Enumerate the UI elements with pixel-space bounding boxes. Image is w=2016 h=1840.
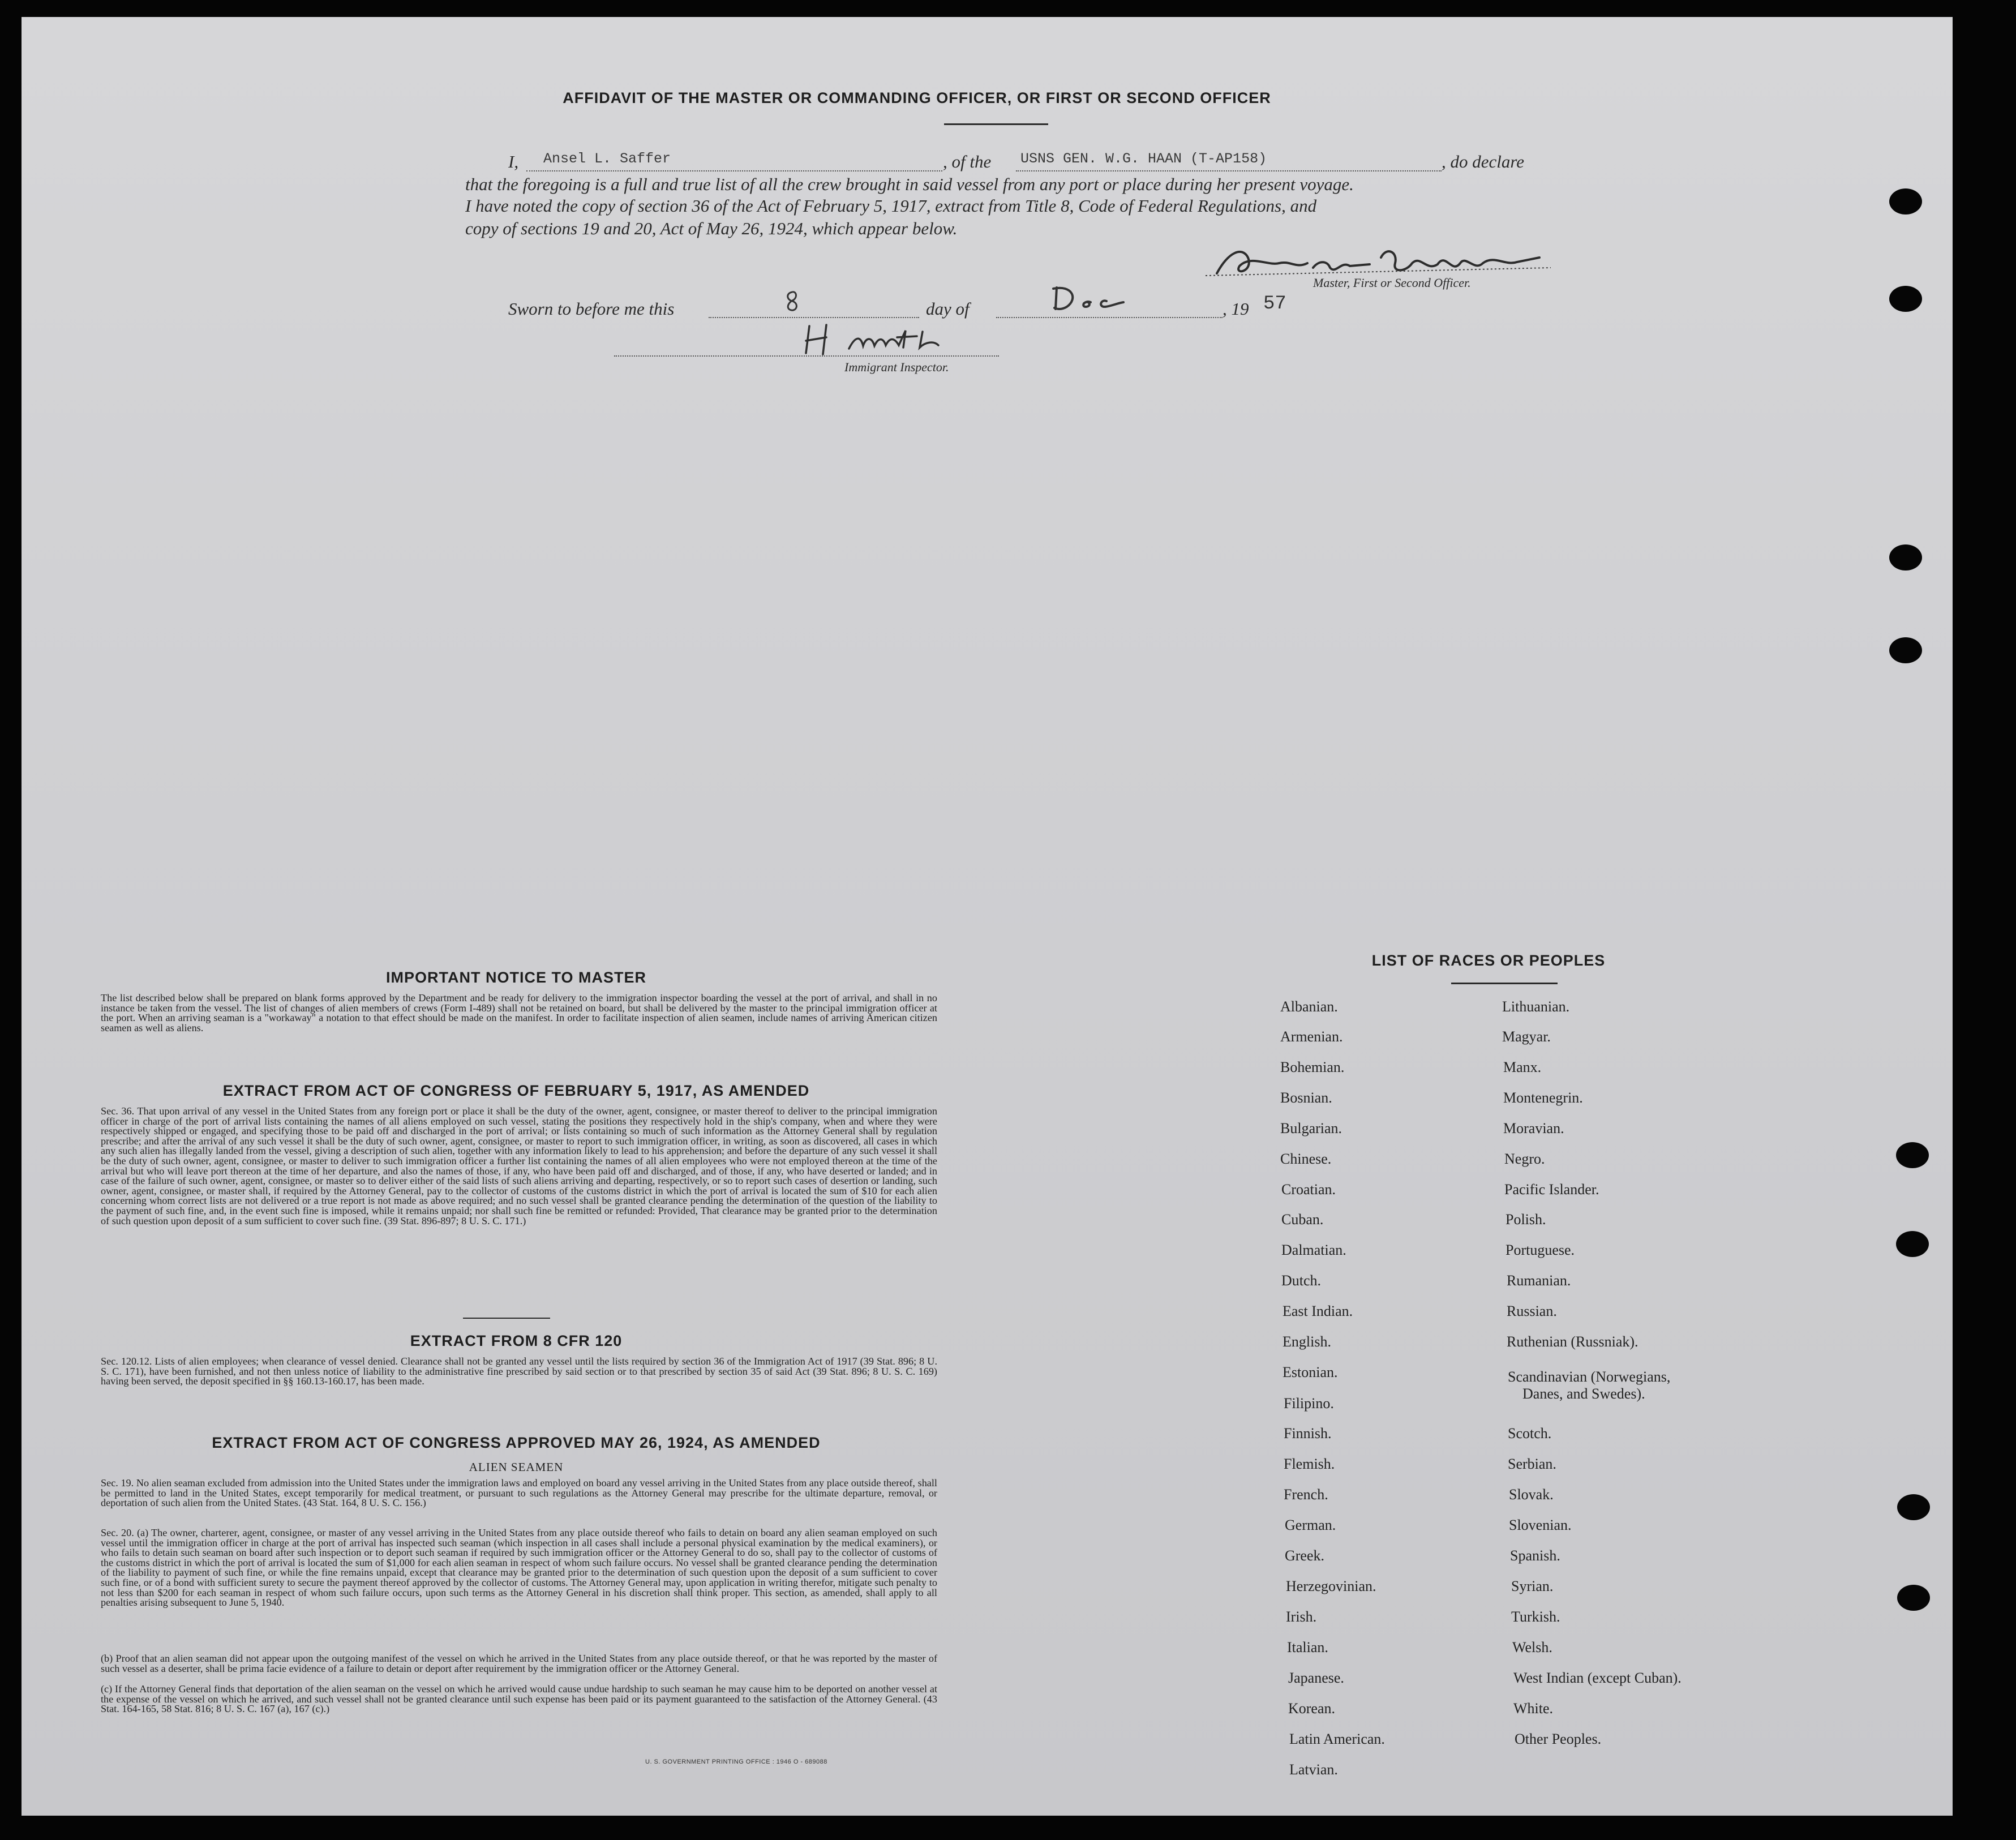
race-item: Albanian. <box>1280 998 1338 1015</box>
race-item: Latin American. <box>1289 1731 1385 1747</box>
race-item: Estonian. <box>1282 1364 1338 1380</box>
binder-hole <box>1889 637 1922 663</box>
race-item: Syrian. <box>1511 1578 1554 1594</box>
races-title: LIST OF RACES OR PEOPLES <box>1371 952 1606 969</box>
extract-1924-title: EXTRACT FROM ACT OF CONGRESS APPROVED MAY 26, 1924, AS AMENDED <box>212 1434 821 1451</box>
race-item: Scandinavian (Norwegians, <box>1508 1369 1671 1385</box>
sworn-month-handwritten <box>1050 282 1129 316</box>
race-item: Portuguese. <box>1505 1242 1575 1258</box>
race-item: Pacific Islander. <box>1504 1181 1599 1198</box>
binder-hole <box>1897 1494 1930 1520</box>
race-item: West Indian (except Cuban). <box>1513 1670 1682 1686</box>
race-item: Moravian. <box>1503 1120 1564 1136</box>
race-item: Bohemian. <box>1280 1059 1345 1075</box>
sworn-month-line <box>996 317 1223 318</box>
race-item: Slovenian. <box>1509 1517 1572 1533</box>
do-declare-label: , do declare <box>1442 152 1525 171</box>
notice-text: The list described below shall be prepared on blank forms approved by the Department and be ready for delivery to the immigration inspector boarding the vessel at the port of arrival, and shall in no instance be taken from the vessel. The list of changes of alien members of crews (Form I-489) shall not be retained on board, but shall be delivered by the master to the principal immigration officer at the port. When an arriving seaman is a "workaway" a notation to that effect should be made on the manifest. In order to facilitate inspection of alien seamen, include names of arriving American citizen seamen as well as aliens. <box>101 992 937 1033</box>
race-item: Lithuanian. <box>1502 998 1570 1015</box>
race-item: Bosnian. <box>1280 1090 1332 1106</box>
race-item: Welsh. <box>1512 1639 1552 1655</box>
race-item: Flemish. <box>1284 1456 1335 1472</box>
extract-1924-sec20c: (c) If the Attorney General finds that deportation of the alien seaman on the vessel on which he arrived would cause undue hardship to such seaman he may cause him to be deported on another vessel at the expense of the vessel on which he arrived, and such vessel shall not be granted clearance until such expense has been paid or its payment guaranteed to the satisfaction of the Attorney General. (43 Stat. 164-165, 58 Stat. 816; 8 U. S. C. 167 (a), 167 (c).) <box>101 1683 937 1715</box>
race-item: Irish. <box>1286 1609 1317 1625</box>
extract-1924-sec19: Sec. 19. No alien seaman excluded from admission into the United States under the immigration laws and employed on board any vessel arriving in the United States from any place outside thereof, shall be permitted to land in the United States, except temporarily for medical treatment, or pursuant to such regulations as the Attorney General may prescribe for the ultimate departure, removal, or deportation of such alien from the United States. (43 Stat. 164, 8 U. S. C. 156.) <box>101 1477 937 1509</box>
race-item: Bulgarian. <box>1280 1120 1342 1136</box>
race-item: Ruthenian (Russniak). <box>1507 1333 1638 1350</box>
extract-1924-sec20b: (b) Proof that an alien seaman did not appear upon the outgoing manifest of the vessel on which he arrived in the United States from any place outside thereof, or that he was reported by the master of such vessel as a deserter, shall be prima facie evidence of a failure to detain or deport after requirement by the immigration officer or the Attorney General. <box>101 1653 937 1674</box>
inspector-line <box>614 355 999 357</box>
year-suffix: 57 <box>1263 293 1286 315</box>
race-item: Rumanian. <box>1507 1272 1571 1289</box>
extract-1917-title: EXTRACT FROM ACT OF CONGRESS OF FEBRUARY 5, 1917, AS AMENDED <box>222 1082 810 1099</box>
race-item: Filipino. <box>1284 1395 1334 1412</box>
race-item: Manx. <box>1503 1059 1542 1075</box>
affidavit-title: AFFIDAVIT OF THE MASTER OR COMMANDING OFFICER, OR FIRST OR SECOND OFFICER <box>563 89 1271 106</box>
extract-1924-subtitle: ALIEN SEAMEN <box>469 1460 564 1474</box>
binder-hole <box>1889 544 1922 571</box>
sworn-day-handwritten <box>781 288 804 316</box>
race-item: White. <box>1513 1700 1554 1717</box>
printer-imprint: U. S. GOVERNMENT PRINTING OFFICE : 1946 O - 689088 <box>645 1758 827 1765</box>
inspector-caption: Immigrant Inspector. <box>844 360 949 374</box>
race-item: Latvian. <box>1289 1761 1338 1778</box>
title-rule <box>944 123 1048 125</box>
notice-title: IMPORTANT NOTICE TO MASTER <box>386 969 646 986</box>
sworn-prefix: Sworn to before me this <box>508 299 675 319</box>
race-item: Serbian. <box>1508 1456 1556 1472</box>
officer-name-line <box>526 170 942 171</box>
race-item: Greek. <box>1285 1547 1325 1564</box>
of-the-label: , of the <box>943 152 992 171</box>
sworn-day-line <box>709 317 919 318</box>
day-of-label: day of <box>926 299 970 319</box>
race-item: Negro. <box>1504 1151 1545 1167</box>
section-rule <box>463 1318 550 1319</box>
race-item: Slovak. <box>1509 1486 1554 1503</box>
binder-hole <box>1897 1585 1930 1611</box>
race-item: Croatian. <box>1281 1181 1336 1198</box>
affidavit-line3: I have noted the copy of section 36 of the Act of February 5, 1917, extract from Title 8, Code of Federal Regulations, and <box>465 196 1317 216</box>
extract-cfr-title: EXTRACT FROM 8 CFR 120 <box>410 1332 623 1349</box>
extract-cfr-text: Sec. 120.12. Lists of alien employees; when clearance of vessel denied. Clearance shall not be granted any vessel until the lists required by section 36 of the Immigration Act of 1917 (39 Stat. 896; 8 U. S. C. 171), have been furnished, and not then unless notice of liability to the administrative fine prescribed by said section or to that prescribed by section 35 of said Act (39 Stat. 896; 8 U. S. C. 169) having been served, the deposit specified in §§ 160.13-160.17, has been made. <box>101 1356 937 1387</box>
affidavit-line4: copy of sections 19 and 20, Act of May 26, 1924, which appear below. <box>465 218 958 238</box>
race-item: Herzegovinian. <box>1286 1578 1376 1594</box>
race-item: English. <box>1282 1333 1331 1350</box>
race-item: Danes, and Swedes). <box>1522 1386 1645 1402</box>
race-item: East Indian. <box>1282 1303 1353 1319</box>
signature-caption: Master, First or Second Officer. <box>1313 276 1471 290</box>
race-item: Scotch. <box>1508 1425 1552 1442</box>
extract-1917-text: Sec. 36. That upon arrival of any vessel in the United States from any foreign port or place it shall be the duty of the owner, agent, consignee, or master thereof to deliver to the principal immigration officer in charge of the port of arrival lists containing the names of all aliens employed on such vessel, stating the positions they respectively hold in the ship's company, when and where they were respectively shipped or engaged, and specifying those to be paid off and discharged in the port of arrival; or lists containing so much of such information as the Attorney General shall by regulation prescribe; and after the arrival of any such vessel it shall be the duty of such owner, agent, consignee, or master to report to such immigration officer, in writing, as soon as discovered, all cases in which any such alien has illegally landed from the vessel, giving a description of such alien, together with any information likely to lead to his apprehension; and before the departure of any such vessel it shall be the duty of such owner, agent, consignee, or master to deliver to such immigration officer a further list containing the names of all alien employees who were not employed thereon at the time of the arrival but who will leave port thereon at the time of her departure, and also the names of those, if any, who have been paid off and discharged, and of those, if any, who have deserted or landed; and in case of the failure of such owner, agent, consignee, or master so to deliver either of the said lists of such aliens arriving and departing, respectively, or so to report such cases of desertion or landing, such owner, agent, consignee, or master shall, if required by the Attorney General, pay to the collector of customs of the customs district in which the port of arrival is located the sum of $10 for each alien concerning whom correct lists are not delivered or a true report is not made as above required; and no such vessel shall be granted clearance pending the determination of the question of the liability to the payment of such fine, and, in the event such fine is imposed, while it remains unpaid; nor shall such fine be remitted or refunded: Provided, That clearance may be granted prior to the determination of such question upon deposit of a sum sufficient to cover such fine. (39 Stat. 896-897; 8 U. S. C. 171.) <box>101 1105 937 1226</box>
extract-1924-sec20a: Sec. 20. (a) The owner, charterer, agent, consignee, or master of any vessel arriving in the United States from any place outside thereof who fails to detain on board any alien seaman employed on such vessel until the immigration officer in charge at the port of arrival has inspected such seaman (which inspection in all cases shall include a personal physical examination by the medical examiners), or who fails to detain such seaman on board after such inspection or to deport such seaman if required by such immigration officer or the Attorney General to do so, shall pay to the collector of customs of the customs district in which the port of arrival is located the sum of $1,000 for each alien seaman in respect of whom such failure occurs. No vessel shall be granted clearance pending the determination of the liability to payment of such fine, or while the fine remains unpaid, except that clearance may be granted prior to the determination of such question upon the deposit of a sum sufficient to cover such fine, or of a bond with sufficient surety to secure the payment thereof approved by the collector of customs. The Attorney General may, upon application in writing therefor, mitigate such penalty to not less than $200 for each seaman in respect of whom such failure occurs, upon such terms as the Attorney General in his discretion shall think proper. This section, as amended, shall apply to all penalties arising subsequent to June 5, 1940. <box>101 1527 937 1609</box>
race-item: Spanish. <box>1510 1547 1560 1564</box>
vessel-name-line <box>1016 170 1442 171</box>
race-item: German. <box>1285 1517 1336 1533</box>
binder-hole <box>1889 188 1922 215</box>
officer-name-field: Ansel L. Saffer <box>543 151 671 167</box>
race-item: French. <box>1284 1486 1328 1503</box>
race-item: Dalmatian. <box>1281 1242 1346 1258</box>
race-item: Italian. <box>1287 1639 1328 1655</box>
races-title-rule <box>1451 983 1558 984</box>
vessel-name-field: USNS GEN. W.G. HAAN (T-AP158) <box>1020 151 1267 167</box>
race-item: Other Peoples. <box>1515 1731 1602 1747</box>
race-item: Japanese. <box>1288 1670 1344 1686</box>
affidavit-line1-start: I, <box>508 152 519 171</box>
race-item: Armenian. <box>1280 1028 1343 1045</box>
race-item: Dutch. <box>1281 1272 1322 1289</box>
race-item: Finnish. <box>1284 1425 1332 1442</box>
race-item: Polish. <box>1505 1211 1546 1228</box>
binder-hole <box>1896 1231 1929 1257</box>
race-item: Cuban. <box>1281 1211 1324 1228</box>
year-prefix: , 19 <box>1223 299 1249 319</box>
race-item: Chinese. <box>1280 1151 1332 1167</box>
race-item: Magyar. <box>1502 1028 1551 1045</box>
inspector-signature <box>798 320 1002 360</box>
binder-hole <box>1889 286 1922 312</box>
race-item: Turkish. <box>1511 1609 1560 1625</box>
affidavit-line2: that the foregoing is a full and true list of all the crew brought in said vessel from any port or place during her present voyage. <box>465 174 1354 194</box>
race-item: Montenegrin. <box>1503 1090 1583 1106</box>
binder-hole <box>1896 1142 1929 1168</box>
race-item: Russian. <box>1507 1303 1557 1319</box>
race-item: Korean. <box>1288 1700 1336 1717</box>
